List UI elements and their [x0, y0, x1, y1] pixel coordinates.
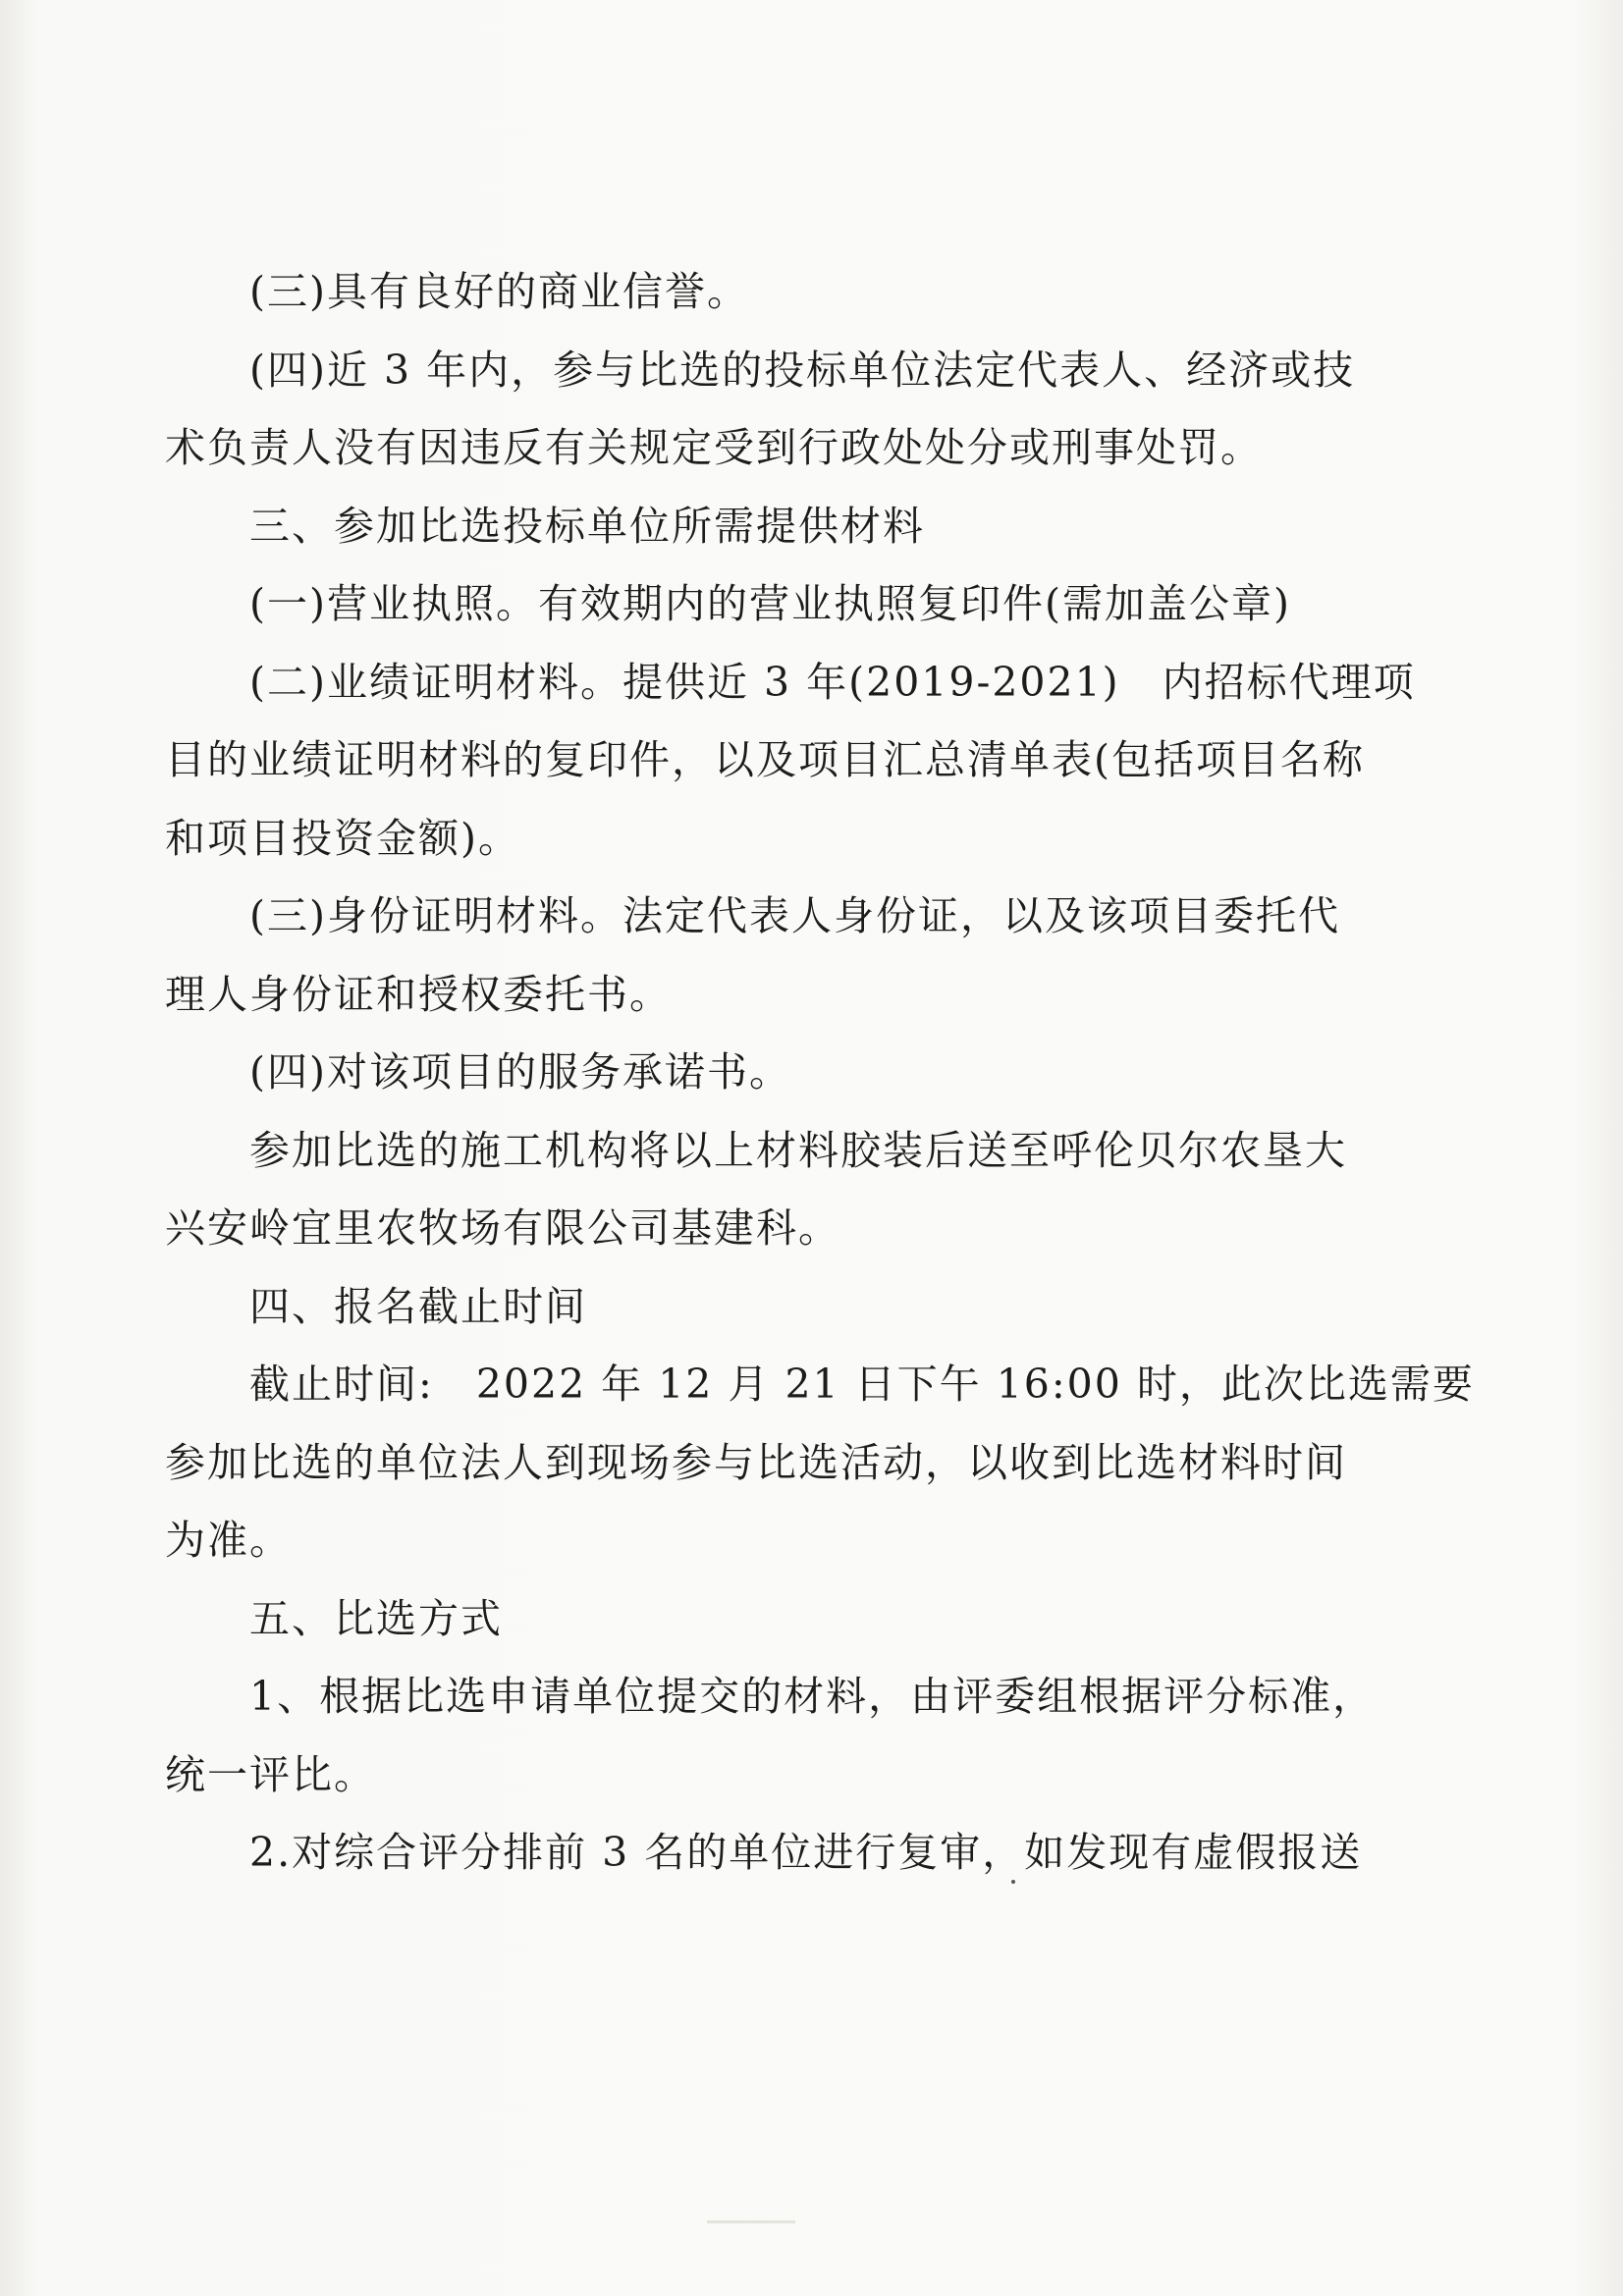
text-line-19: 1、根据比选申请单位提交的材料，由评委组根据评分标准，	[249, 1673, 1376, 1720]
text-line-16: 参加比选的单位法人到现场参与比选活动，以收到比选材料时间	[165, 1438, 1347, 1486]
text-line-8: 和项目投资金额)。	[165, 814, 520, 862]
text-line-5: (一)营业执照。有效期内的营业执照复印件(需加盖公章)	[249, 580, 1291, 627]
text-line-15: 截止时间: 2022 年 12 月 21 日下午 16:00 时，此次比选需要	[249, 1361, 1475, 1408]
text-line-9: (三)身份证明材料。法定代表人身份证，以及该项目委托代	[249, 892, 1340, 939]
text-line-21: 2.对综合评分排前 3 名的单位进行复审，如发现有虚假报送	[249, 1829, 1363, 1876]
scan-speck	[1011, 1880, 1015, 1884]
text-line-13: 兴安岭宜里农牧场有限公司基建科。	[165, 1204, 840, 1252]
text-line-2: (四)近 3 年内，参与比选的投标单位法定代表人、经济或技	[249, 346, 1356, 394]
section-heading-3: 三、参加比选投标单位所需提供材料	[249, 502, 925, 550]
text-line-17: 为准。	[165, 1517, 292, 1564]
text-line-1: (三)具有良好的商业信誉。	[249, 268, 749, 315]
text-line-11: (四)对该项目的服务承诺书。	[249, 1048, 791, 1095]
text-line-6: (二)业绩证明材料。提供近 3 年(2019-2021) 内招标代理项	[249, 658, 1416, 706]
text-line-12: 参加比选的施工机构将以上材料胶装后送至呼伦贝尔农垦大	[249, 1126, 1347, 1174]
section-heading-4: 四、报名截止时间	[249, 1282, 587, 1330]
text-line-7: 目的业绩证明材料的复印件，以及项目汇总清单表(包括项目名称	[165, 736, 1365, 783]
text-line-20: 统一评比。	[165, 1750, 376, 1798]
scan-edge-mark	[707, 2220, 795, 2223]
section-heading-5: 五、比选方式	[249, 1594, 503, 1642]
document-body	[165, 253, 1475, 1893]
text-line-10: 理人身份证和授权委托书。	[165, 970, 672, 1018]
text-line-3: 术负责人没有因违反有关规定受到行政处处分或刑事处罚。	[165, 424, 1263, 471]
